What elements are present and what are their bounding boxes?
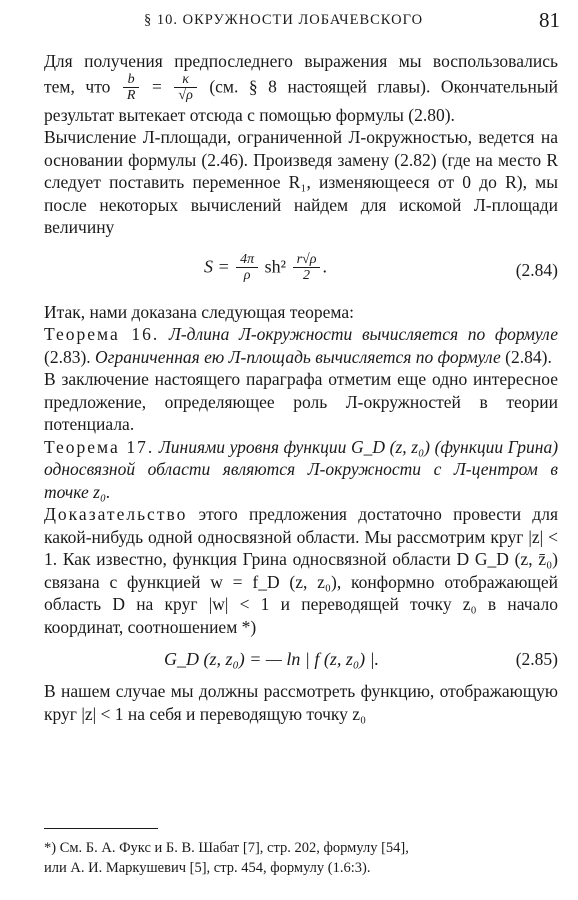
theorem-17-text: Линиями уровня функции G_D (z, z₀) (функции Грина) односвязной области являются Л-окружности с Л-центром в точке z₀. [44, 436, 559, 502]
theorem-17-label: Теорема 17. [44, 436, 155, 457]
fraction-numerator: 4π [236, 253, 258, 268]
footnote-line-1: *) См. Б. А. Фукс и Б. В. Шабат [7], стр. 202, формулу [54], [44, 840, 409, 856]
equation-period: . [322, 256, 327, 277]
fraction-denominator: R [126, 87, 136, 103]
equation-number: (2.85) [515, 649, 558, 669]
fraction-numerator: κ [174, 73, 196, 88]
fraction-denominator: 2 [303, 267, 310, 283]
paragraph-1 [44, 50, 558, 126]
page-header [44, 8, 560, 32]
fraction-kappa-over-sqrt-rho [174, 73, 196, 104]
equation-2-85-expression: G_D (z, z₀) = — ln | f (z, z₀) |. [164, 649, 380, 669]
fraction-numerator: b [123, 73, 140, 88]
page-body [44, 50, 558, 725]
theorem-16-text-b: Ограниченная ею Л-площадь вычисляется по формуле [95, 346, 501, 367]
fraction-b-over-r [123, 73, 140, 104]
fraction-r-sqrt-rho-over-2 [293, 253, 321, 284]
paragraph-1-text-a: Для получения предпоследнего выражения мы воспользовались тем, что [44, 51, 558, 97]
equation-lhs: S = [204, 256, 230, 277]
equation-2-84 [44, 239, 558, 301]
equals-sign: = [151, 76, 162, 97]
paragraph-1-text-b: (см. § 8 настоящей главы). Окончательный результат вытекает отсюда с помощью формулы (2.80). [44, 76, 559, 125]
fraction-denominator: √ρ [178, 87, 193, 103]
fraction-numerator: r√ρ [293, 253, 321, 268]
theorem-17 [44, 436, 558, 504]
footnote [44, 838, 558, 878]
paragraph-5: В нашем случае мы должны рассмотреть функцию, отображающую круг |z| < 1 на себя и переводящую точку z₀ [44, 681, 558, 724]
sinh-squared: sh² [264, 256, 287, 277]
equation-number: (2.84) [515, 259, 558, 280]
paragraph-4: В заключение настоящего параграфа отметим еще одно интересное предложение, определяющее роль Л-окружностей в теории потенциала. [44, 369, 558, 434]
fraction-4pi-over-rho [236, 253, 258, 284]
paragraph-2: Вычисление Л-площади, ограниченной Л-окружностью, ведется на основании формулы (2.46). Произведя замену (2.82) (где на место R следует поставить переменное R₁, изменяющееся от 0 до R), мы после некоторых вычислений найдем для искомой Л-площади величину [44, 127, 558, 237]
theorem-16-ref-2: (2.84). [505, 346, 552, 367]
proof-label: Доказательство [44, 504, 188, 524]
theorem-16-text-a: Л-длина Л-окружности вычисляется по формуле [168, 324, 559, 344]
theorem-16 [44, 323, 558, 368]
page-number: 81 [539, 8, 560, 32]
proof-text: этого предложения достаточно провести для какой-нибудь одной односвязной области. Мы рассмотрим круг |z| < 1. Как известно, функция Грина односвязной области D G_D (z, z̄₀) связана с функцией w = f_D (z, z₀), конформно отображающей область D на круг |w| < 1 и переводящей точку z₀ в начало координат, соотношением *) [44, 504, 558, 637]
proof [44, 503, 558, 638]
running-title: § 10. ОКРУЖНОСТИ ЛОБАЧЕВСКОГО [144, 12, 424, 28]
footnote-rule [44, 828, 158, 829]
theorem-16-label: Теорема 16. [44, 324, 160, 344]
equation-2-85 [44, 638, 558, 680]
paragraph-3: Итак, нами доказана следующая теорема: [44, 301, 355, 322]
footnote-line-2: или А. И. Маркушевич [5], стр. 454, формулу (1.6:3). [44, 860, 371, 876]
theorem-16-ref-1: (2.83). [44, 346, 91, 367]
fraction-denominator: ρ [243, 267, 251, 283]
equation-2-84-expression [204, 253, 327, 284]
